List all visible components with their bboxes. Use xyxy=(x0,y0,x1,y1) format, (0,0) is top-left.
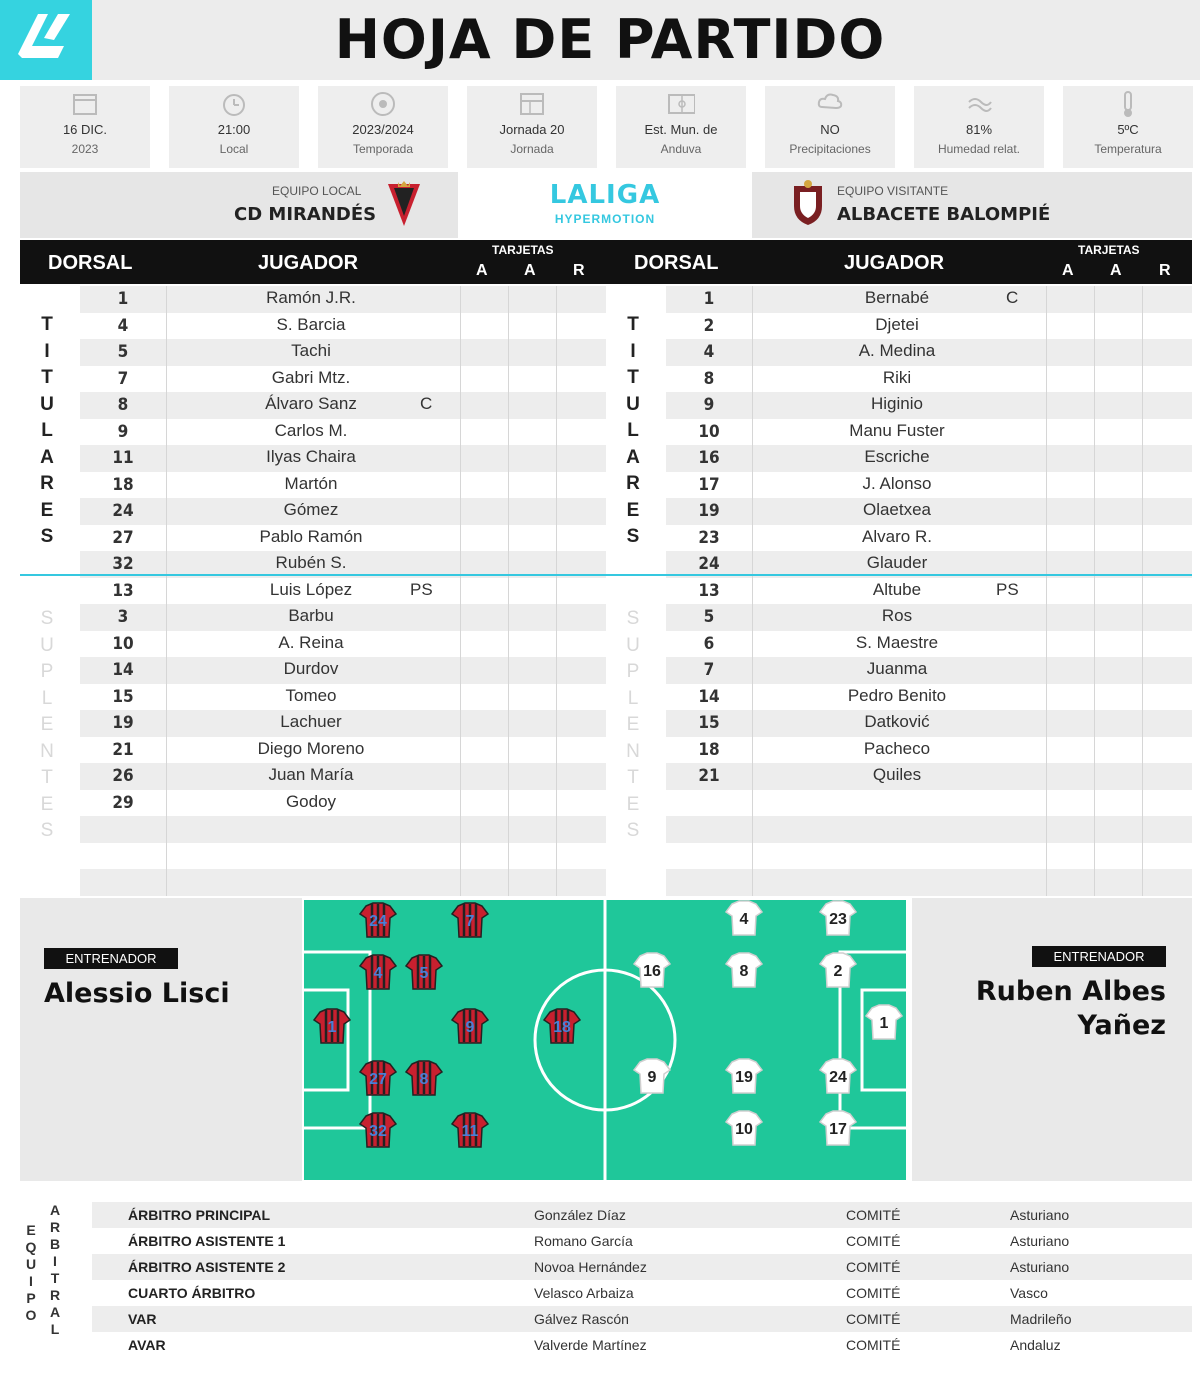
home-player-shirt xyxy=(406,1061,442,1095)
referee-row xyxy=(92,1280,1192,1306)
rain-cloud-icon xyxy=(816,90,844,118)
humidity-icon xyxy=(965,90,993,118)
player-number: 9 xyxy=(117,421,129,442)
referee-comite: COMITÉ xyxy=(846,1259,901,1275)
shirt-number: 5 xyxy=(419,965,429,982)
player-mark: C xyxy=(1006,288,1019,307)
referee-row xyxy=(92,1254,1192,1280)
player-number: 19 xyxy=(112,713,134,733)
info-card xyxy=(20,86,150,168)
referee-name: Romano García xyxy=(534,1233,633,1249)
player-number: 10 xyxy=(112,633,134,654)
player-number: 15 xyxy=(698,713,720,733)
page-title: HOJA DE PARTIDO xyxy=(334,8,886,71)
player-name: Bernabé xyxy=(864,288,930,307)
table-row xyxy=(666,710,1192,737)
player-name: Gómez xyxy=(283,500,339,519)
player-name: Juanma xyxy=(866,659,928,678)
player-number: 18 xyxy=(112,474,134,495)
player-name: A. Reina xyxy=(278,632,344,652)
arbitral-label: A R B I T R A L xyxy=(49,1202,61,1337)
player-name: Juan María xyxy=(268,765,354,784)
away-player-shirt xyxy=(726,953,762,987)
table-row xyxy=(80,445,606,472)
info-value: Est. Mun. de xyxy=(644,122,718,137)
player-number: 6 xyxy=(703,633,715,654)
away-player-shirt xyxy=(820,1059,856,1093)
shirt-number: 11 xyxy=(461,1123,479,1140)
player-number: 14 xyxy=(698,686,720,707)
table-row xyxy=(666,737,1192,764)
info-card xyxy=(765,86,895,168)
home-coach-box xyxy=(20,898,302,1181)
info-value: 16 DIC. xyxy=(62,122,108,137)
shirt-number: 18 xyxy=(553,1019,571,1036)
albacete-crest-icon xyxy=(790,180,826,226)
referee-name: Gálvez Rascón xyxy=(534,1311,629,1327)
referee-region: Asturiano xyxy=(1010,1233,1070,1249)
player-name: S. Barcia xyxy=(276,314,346,334)
player-number: 7 xyxy=(703,660,715,680)
player-name: Manu Fuster xyxy=(849,420,945,440)
shirt-number: 1 xyxy=(327,1019,337,1036)
table-row xyxy=(80,366,606,393)
col-jugador: JUGADOR xyxy=(844,252,945,274)
player-number: 32 xyxy=(112,554,134,574)
stadium-icon xyxy=(667,90,695,118)
away-table-header xyxy=(606,240,1192,284)
col-tarjetas: TARJETAS xyxy=(1078,243,1140,257)
table-row xyxy=(666,790,1192,817)
col-amarilla-2: A xyxy=(524,262,536,279)
table-row xyxy=(80,790,606,817)
player-name: Escriche xyxy=(864,447,930,466)
column-separator xyxy=(460,286,461,896)
shirt-number: 7 xyxy=(465,913,475,930)
referee-role: ÁRBITRO PRINCIPAL xyxy=(128,1207,271,1223)
player-number: 15 xyxy=(112,686,134,707)
player-name: Olaetxea xyxy=(862,500,932,519)
away-coach-tag: ENTRENADOR xyxy=(1032,946,1166,967)
away-player-shirt xyxy=(866,1005,902,1039)
player-number: 11 xyxy=(112,448,134,468)
player-name: Riki xyxy=(882,367,912,387)
player-number: 29 xyxy=(112,792,134,813)
referee-comite: COMITÉ xyxy=(846,1311,901,1327)
table-row xyxy=(666,604,1192,631)
referee-region: Asturiano xyxy=(1010,1259,1070,1275)
clock-icon xyxy=(220,90,248,118)
referee-row xyxy=(92,1332,1192,1358)
player-name: Alvaro R. xyxy=(862,526,932,546)
col-roja: R xyxy=(1159,262,1171,279)
shirt-number: 23 xyxy=(829,911,847,928)
table-row xyxy=(666,763,1192,790)
player-name: Diego Moreno xyxy=(257,738,365,758)
home-player-shirt xyxy=(360,1061,396,1095)
table-row xyxy=(666,657,1192,684)
player-name: Altube xyxy=(872,579,922,599)
player-number: 2 xyxy=(703,315,715,336)
shirt-number: 24 xyxy=(829,1069,847,1086)
player-name: Pedro Benito xyxy=(847,685,947,705)
table-row xyxy=(666,525,1192,552)
table-row xyxy=(80,472,606,499)
column-separator xyxy=(166,286,167,896)
table-row xyxy=(80,578,606,605)
table-row xyxy=(666,366,1192,393)
away-team-caption: EQUIPO VISITANTE xyxy=(837,184,949,198)
player-name: A. Medina xyxy=(858,341,936,360)
table-row xyxy=(80,737,606,764)
info-card xyxy=(318,86,448,168)
player-number: 16 xyxy=(698,448,720,468)
player-name: Tomeo xyxy=(285,685,337,705)
player-name: Pablo Ramón xyxy=(259,526,363,546)
shirt-number: 4 xyxy=(373,965,383,982)
away-coach-box xyxy=(912,898,1192,1181)
col-amarilla-2: A xyxy=(1110,262,1122,279)
player-number: 8 xyxy=(703,368,715,389)
player-name: Ros xyxy=(881,606,913,625)
home-player-shirt xyxy=(360,903,396,937)
info-sub: Local xyxy=(219,142,249,156)
referee-role: ÁRBITRO ASISTENTE 1 xyxy=(128,1233,286,1249)
shirt-number: 4 xyxy=(739,911,749,928)
player-name: Pacheco xyxy=(863,738,931,758)
info-sub: Jornada xyxy=(510,142,554,156)
table-row xyxy=(666,472,1192,499)
shirt-number: 9 xyxy=(647,1069,657,1086)
player-name: Godoy xyxy=(285,791,337,811)
column-separator xyxy=(1094,286,1095,896)
home-player-shirt xyxy=(544,1009,580,1043)
table-row xyxy=(80,657,606,684)
player-name: Lachuer xyxy=(280,712,342,731)
player-number: 18 xyxy=(698,739,720,760)
away-player-shirt xyxy=(726,1111,762,1145)
referee-comite: COMITÉ xyxy=(846,1285,901,1301)
home-player-shirt xyxy=(360,1113,396,1147)
player-mark: C xyxy=(420,394,433,413)
table-row xyxy=(80,843,606,870)
equipo-label: E Q U I P O xyxy=(25,1222,37,1323)
away-player-shirt xyxy=(820,1111,856,1145)
info-card xyxy=(1063,86,1193,168)
column-separator xyxy=(1046,286,1047,896)
player-number: 14 xyxy=(112,660,134,680)
table-row xyxy=(80,392,606,419)
referee-row xyxy=(92,1228,1192,1254)
table-row xyxy=(666,313,1192,340)
player-name: Tachi xyxy=(291,341,331,360)
table-row xyxy=(80,419,606,446)
shirt-number: 8 xyxy=(419,1071,429,1088)
player-number: 13 xyxy=(698,580,720,601)
player-number: 1 xyxy=(703,289,715,309)
shirt-number: 17 xyxy=(829,1121,847,1138)
info-sub: 2023 xyxy=(71,142,99,156)
referee-role: CUARTO ÁRBITRO xyxy=(128,1285,256,1301)
suplentes-label: S U P L E N T E S xyxy=(40,608,54,841)
away-coach-name-2: Yañez xyxy=(1077,1010,1166,1041)
home-player-shirt xyxy=(452,1113,488,1147)
calendar-grid-icon xyxy=(518,90,546,118)
home-team-band xyxy=(20,172,458,238)
table-row xyxy=(80,631,606,658)
starters-subs-divider xyxy=(20,574,1192,576)
formation-pitch xyxy=(304,900,906,1180)
info-sub: Anduva xyxy=(660,142,702,156)
info-card xyxy=(169,86,299,168)
table-row xyxy=(80,525,606,552)
info-sub: Humedad relat. xyxy=(937,142,1021,156)
competition-name: LALIGA xyxy=(549,180,661,210)
player-number: 26 xyxy=(112,766,134,786)
referee-comite: COMITÉ xyxy=(846,1207,901,1223)
column-separator xyxy=(556,286,557,896)
away-team-band xyxy=(752,172,1192,238)
player-mark: PS xyxy=(996,579,1019,599)
referee-region: Madrileño xyxy=(1010,1311,1072,1327)
player-name: Martón xyxy=(284,473,338,493)
player-name: Gabri Mtz. xyxy=(271,367,351,387)
referee-name: Novoa Hernández xyxy=(534,1259,647,1275)
player-name: Higinio xyxy=(871,394,923,413)
player-number: 24 xyxy=(698,554,720,574)
shirt-number: 24 xyxy=(369,913,387,930)
home-player-shirt xyxy=(406,955,442,989)
player-name: Luis López xyxy=(269,579,353,599)
info-card xyxy=(914,86,1044,168)
col-dorsal: DORSAL xyxy=(48,252,133,274)
info-card xyxy=(616,86,746,168)
ball-icon xyxy=(369,90,397,118)
laliga-logo xyxy=(0,0,92,80)
player-number: 24 xyxy=(112,501,134,521)
player-name: Rubén S. xyxy=(275,553,347,572)
table-row xyxy=(666,286,1192,313)
laliga-logo-icon xyxy=(8,8,84,72)
player-number: 3 xyxy=(117,607,129,627)
info-value: 5ºC xyxy=(1117,122,1139,137)
info-sub: Precipitaciones xyxy=(789,142,871,156)
thermometer-icon xyxy=(1114,90,1142,118)
home-team-name: CD MIRANDÉS xyxy=(234,204,377,225)
player-name: J. Alonso xyxy=(862,473,932,493)
player-name: Glauder xyxy=(866,553,928,572)
referee-name: González Díaz xyxy=(534,1207,626,1223)
column-separator xyxy=(752,286,753,896)
home-player-shirt xyxy=(360,955,396,989)
player-number: 1 xyxy=(117,289,129,309)
pitch-lines xyxy=(304,900,906,1180)
col-amarilla-1: A xyxy=(1062,262,1074,279)
home-player-shirt xyxy=(452,903,488,937)
referee-region: Asturiano xyxy=(1010,1207,1070,1223)
table-row xyxy=(80,869,606,896)
away-player-shirt xyxy=(634,1059,670,1093)
info-value: 81% xyxy=(965,122,993,137)
home-table-header xyxy=(20,240,606,284)
player-name: Ilyas Chaira xyxy=(266,447,356,466)
table-row xyxy=(80,286,606,313)
player-number: 21 xyxy=(698,766,720,786)
player-name: S. Maestre xyxy=(855,632,939,652)
shirt-number: 32 xyxy=(369,1123,387,1140)
player-name: Ramón J.R. xyxy=(266,288,356,307)
away-team-name: ALBACETE BALOMPIÉ xyxy=(837,204,1051,225)
away-player-shirt xyxy=(726,901,762,935)
info-value: NO xyxy=(820,122,840,137)
competition-logo xyxy=(460,172,750,238)
referee-row xyxy=(92,1306,1192,1332)
away-coach-name-1: Ruben Albes xyxy=(975,976,1166,1007)
info-sub: Temporada xyxy=(352,142,414,156)
info-value: Jornada 20 xyxy=(499,122,565,137)
player-number: 21 xyxy=(112,739,134,760)
info-value: 2023/2024 xyxy=(352,122,414,137)
table-row xyxy=(80,498,606,525)
table-row xyxy=(80,604,606,631)
away-player-shirt xyxy=(726,1059,762,1093)
table-row xyxy=(666,684,1192,711)
table-row xyxy=(666,816,1192,843)
shirt-number: 16 xyxy=(643,963,661,980)
player-number: 4 xyxy=(703,342,715,362)
player-number: 8 xyxy=(117,395,129,415)
player-name: Álvaro Sanz xyxy=(265,394,357,413)
referee-comite: COMITÉ xyxy=(846,1233,901,1249)
referee-region: Vasco xyxy=(1010,1285,1048,1301)
player-number: 19 xyxy=(698,501,720,521)
home-player-shirt xyxy=(452,1009,488,1043)
mirandes-crest-icon xyxy=(386,180,422,228)
table-row xyxy=(666,339,1192,366)
away-player-shirt xyxy=(820,953,856,987)
column-separator xyxy=(1142,286,1143,896)
referee-row xyxy=(92,1202,1192,1228)
home-player-shirt xyxy=(314,1009,350,1043)
info-value: 21:00 xyxy=(217,122,251,137)
player-mark: PS xyxy=(410,579,433,599)
away-player-shirt xyxy=(634,953,670,987)
table-row xyxy=(80,763,606,790)
shirt-number: 19 xyxy=(735,1069,753,1086)
table-row xyxy=(80,816,606,843)
info-card xyxy=(467,86,597,168)
away-player-shirt xyxy=(820,901,856,935)
col-roja: R xyxy=(573,262,585,279)
table-row xyxy=(666,419,1192,446)
home-team-caption: EQUIPO LOCAL xyxy=(272,184,362,198)
player-name: Durdov xyxy=(283,659,339,678)
table-row xyxy=(80,684,606,711)
player-name: Djetei xyxy=(875,314,919,334)
player-number: 5 xyxy=(117,342,129,362)
table-row xyxy=(80,339,606,366)
player-number: 13 xyxy=(112,580,134,601)
player-number: 10 xyxy=(698,421,720,442)
table-row xyxy=(666,631,1192,658)
shirt-number: 10 xyxy=(735,1121,753,1138)
titulares-label: T I T U L A R E S xyxy=(40,314,54,547)
player-number: 7 xyxy=(117,368,129,389)
suplentes-label: S U P L E N T E S xyxy=(626,608,640,841)
table-row xyxy=(666,498,1192,525)
column-separator xyxy=(508,286,509,896)
table-row xyxy=(666,392,1192,419)
col-jugador: JUGADOR xyxy=(258,252,359,274)
referee-name: Valverde Martínez xyxy=(534,1337,647,1353)
shirt-number: 8 xyxy=(739,963,749,980)
player-name: Datković xyxy=(864,712,930,731)
competition-sub: HYPERMOTION xyxy=(554,212,656,226)
calendar-icon xyxy=(71,90,99,118)
table-row xyxy=(80,710,606,737)
home-coach-tag: ENTRENADOR xyxy=(44,948,178,969)
info-sub: Temperatura xyxy=(1094,142,1162,156)
referee-role: AVAR xyxy=(128,1337,166,1353)
player-number: 9 xyxy=(703,395,715,415)
col-dorsal: DORSAL xyxy=(634,252,719,274)
col-tarjetas: TARJETAS xyxy=(492,243,554,257)
player-name: Barbu xyxy=(288,606,334,625)
table-row xyxy=(666,869,1192,896)
table-row xyxy=(666,578,1192,605)
table-row xyxy=(666,843,1192,870)
referee-name: Velasco Arbaiza xyxy=(534,1285,634,1301)
shirt-number: 27 xyxy=(369,1071,387,1088)
referee-region: Andaluz xyxy=(1010,1337,1061,1353)
table-row xyxy=(666,445,1192,472)
shirt-number: 2 xyxy=(833,963,843,980)
player-number: 27 xyxy=(112,527,134,548)
home-coach-name: Alessio Lisci xyxy=(44,978,230,1009)
player-name: Carlos M. xyxy=(274,420,348,440)
player-number: 5 xyxy=(703,607,715,627)
col-amarilla-1: A xyxy=(476,262,488,279)
player-number: 17 xyxy=(698,474,720,495)
table-row xyxy=(80,313,606,340)
referee-comite: COMITÉ xyxy=(846,1337,901,1353)
player-name: Quiles xyxy=(872,765,922,784)
referee-role: ÁRBITRO ASISTENTE 2 xyxy=(128,1259,286,1275)
titulares-label: T I T U L A R E S xyxy=(626,314,640,547)
referee-role: VAR xyxy=(128,1311,157,1327)
player-number: 23 xyxy=(698,527,720,548)
player-number: 4 xyxy=(117,315,129,336)
shirt-number: 9 xyxy=(465,1019,475,1036)
shirt-number: 1 xyxy=(879,1015,889,1032)
